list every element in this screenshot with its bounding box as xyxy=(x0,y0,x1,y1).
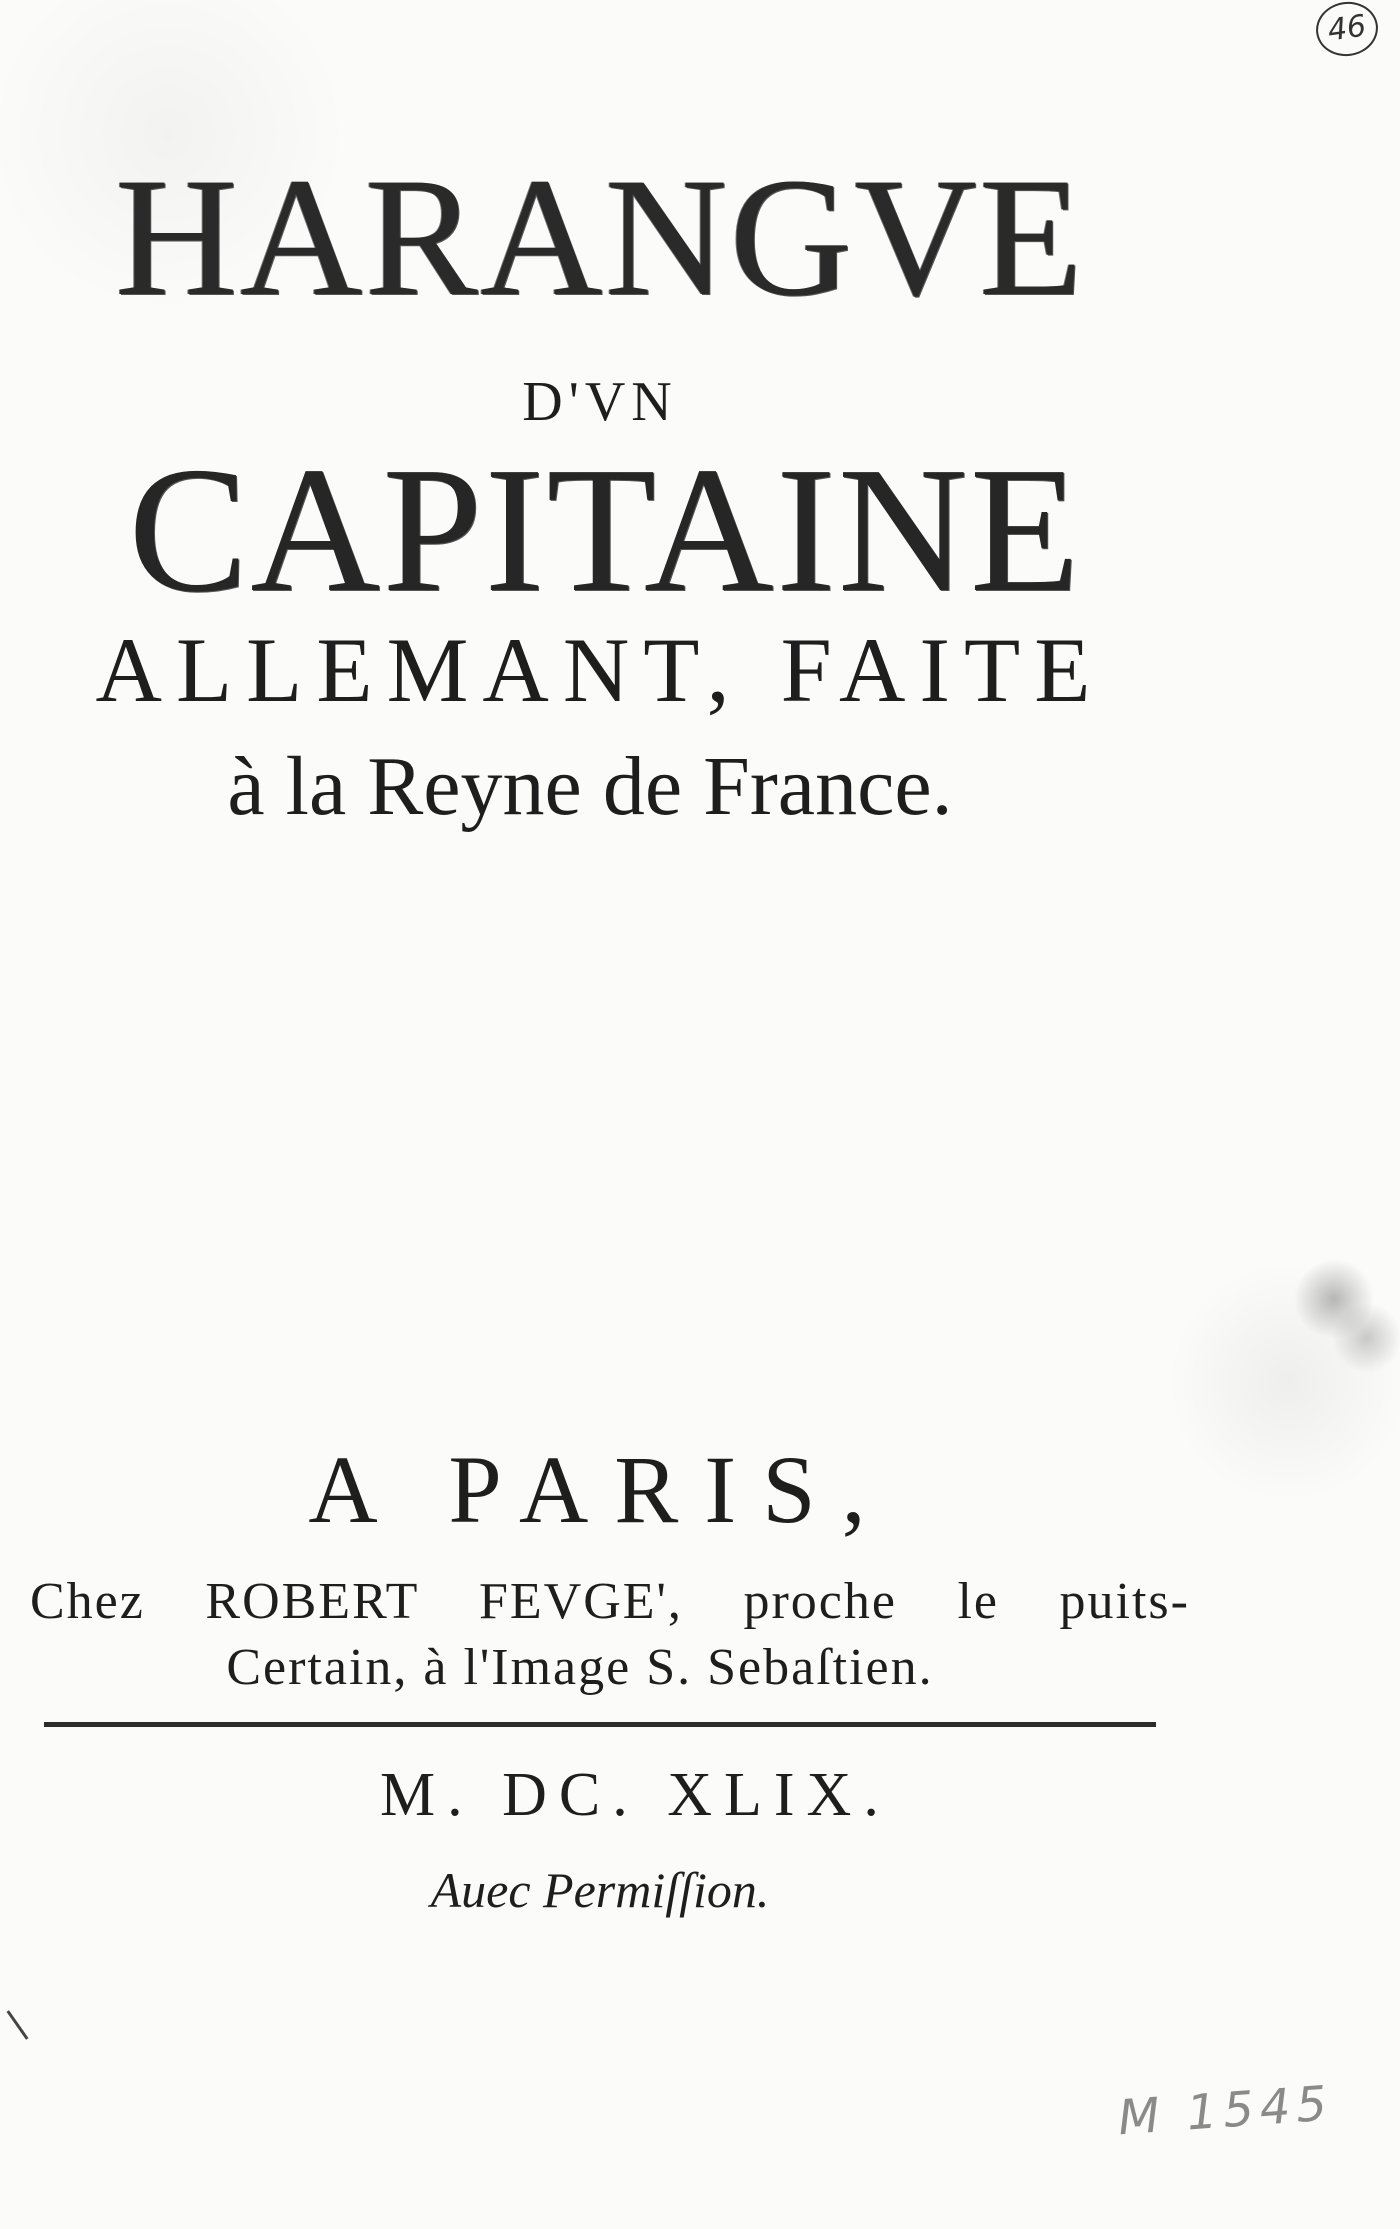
title-capitaine: CAPITAINE xyxy=(128,430,1082,629)
title-harangue: HARANGVE xyxy=(115,143,1085,331)
folio-number: 46 xyxy=(1313,0,1382,60)
title-dun: D'VN xyxy=(522,371,678,433)
imprint-printer-line-1: Chez ROBERT FEVGE', proche le puits- xyxy=(30,1573,1190,1630)
title-allemant-faite: ALLEMANT, FAITE xyxy=(95,619,1105,721)
imprint-date: M. DC. XLIX. xyxy=(380,1761,891,1829)
margin-mark xyxy=(7,2010,29,2040)
imprint-permission: Auec Permiſſion. xyxy=(430,1862,770,1918)
title-reyne-de-france: à la Reyne de France. xyxy=(227,740,953,833)
divider-rule xyxy=(44,1722,1156,1727)
imprint-printer-line-2: Certain, à l'Image S. Sebaſtien. xyxy=(226,1639,934,1696)
handwritten-shelfmark: M 1545 xyxy=(1116,2075,1335,2147)
ink-smudge xyxy=(1290,1260,1400,1390)
imprint-place: A PARIS, xyxy=(308,1436,892,1543)
